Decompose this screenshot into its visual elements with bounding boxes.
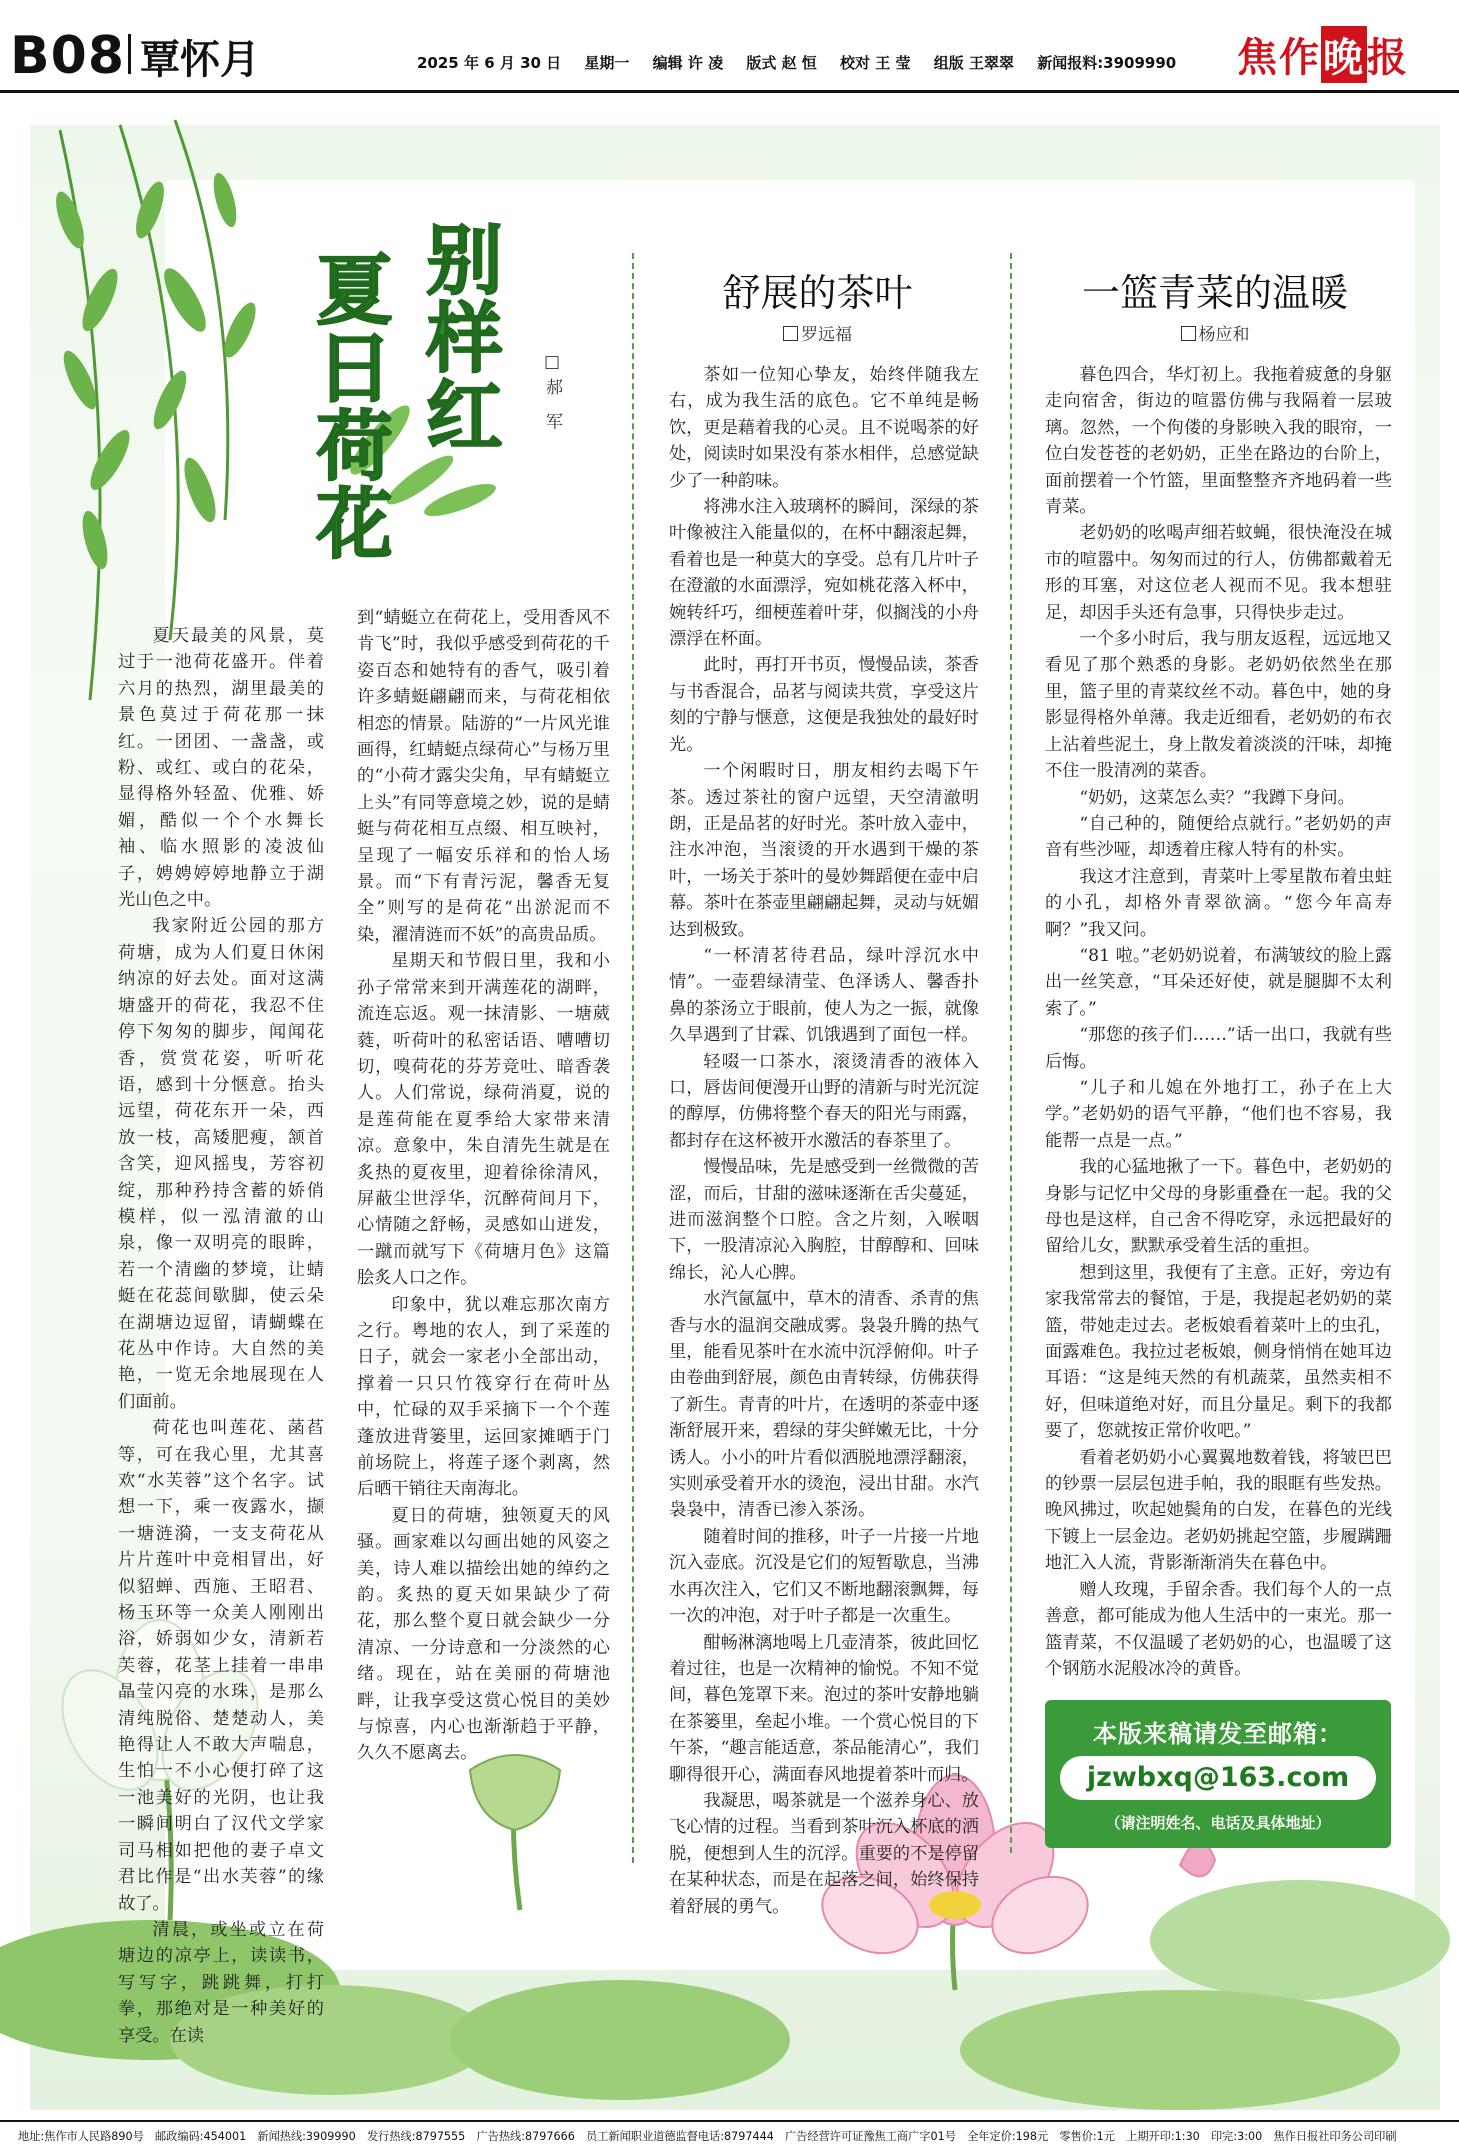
paragraph: “儿子和儿媳在外地打工，孙子在上大学。”老奶奶的语气平静，“他们也不容易，我能帮一点是一点。” <box>1045 1077 1392 1151</box>
paragraph: “那您的孩子们……”话一出口，我就有些后悔。 <box>1045 1025 1392 1072</box>
paragraph: “自己种的，随便给点就行。”老奶奶的声音有些沙哑，却透着庄稼人特有的朴实。 <box>1045 813 1392 861</box>
submission-email[interactable]: jzwbxq@163.com <box>1060 1756 1376 1800</box>
article3-title: 一篮青菜的温暖 <box>1081 271 1348 315</box>
paragraph: 我这才注意到，青菜叶上零星散布着虫蛀的小孔，却格外青翠欲滴。“您今年高寿啊？”我又问。 <box>1045 866 1392 940</box>
paragraph: 轻啜一口茶水，滚烫清香的液体入口，唇齿间便漫开山野的清新与时光沉淀的醇厚，仿佛将整个春天的阳光与雨露，都封存在这杯被开水激活的春茶里了。 <box>669 1051 979 1151</box>
paragraph: 慢慢品味，先是感受到一丝微微的苦涩，而后，甘甜的滋味逐渐在舌尖蔓延，进而滋润整个口腔。含之片刻，入喉咽下，一股清凉沁入胸腔，甘醇醇和、回味绵长，沁人心脾。 <box>669 1157 979 1283</box>
paragraph: 印象中，犹以难忘那次南方之行。粤地的农人，到了采莲的日子，就会一家老小全部出动，撑着一只只竹筏穿行在荷叶丛中，忙碌的双手采摘下一个个莲蓬放进背篓里，运回家摊晒于门前场院上，将莲子逐个剥离，然后晒干销往天南海北。 <box>357 1294 610 1500</box>
byline-box-icon <box>783 326 798 341</box>
newspaper-logo: 焦作晚报 <box>1237 26 1409 83</box>
article1-column2 <box>357 605 610 1767</box>
submission-title: 本版来稿请发至邮箱： <box>1093 1720 1343 1748</box>
paragraph: “81 啦。”老奶奶说着，布满皱纹的脸上露出一丝笑意，“耳朵还好使，就是腿脚不太利索了。” <box>1045 945 1392 1019</box>
paragraph: 清晨，或坐或立在荷塘边的凉亭上，读读书，写写字，跳跳舞，打打拳，那绝对是一种美好的享受。在读 <box>118 1919 324 2046</box>
paragraph: 一个闲暇时日，朋友相约去喝下午茶。透过茶社的窗户远望，天空清澈明朗，正是品茗的好时光。茶叶放入壶中，注水冲泡，当滚烫的开水遇到干燥的茶叶，一场关于茶叶的曼妙舞蹈便在壶中启幕。茶叶在茶壶里翩翩起舞，灵动与妩媚达到极致。 <box>669 761 979 940</box>
article3-body <box>1045 362 1392 1682</box>
paragraph: 此时，再打开书页，慢慢品读，茶香与书香混合，品茗与阅读共赏，享受这片刻的宁静与惬意，这便是我独处的最好时光。 <box>669 655 979 755</box>
article2-body <box>669 362 979 1920</box>
typesetter: 组版 王翠翠 <box>933 54 1014 72</box>
paragraph: 一个多小时后，我与朋友返程，远远地又看见了那个熟悉的身影。老奶奶依然坐在那里，篮子里的青菜纹丝不动。暮色中，她的身影显得格外单薄。我走近细看，老奶奶的布衣上沾着些泥土，身上散发着淡淡的汗味，却掩不住一股清冽的菜香。 <box>1045 629 1392 782</box>
article3-byline <box>1015 320 1415 345</box>
editor: 编辑 许 凌 <box>652 54 724 72</box>
paragraph: 我的心猛地揪了一下。暮色中，老奶奶的身影与记忆中父母的身影重叠在一起。我的父母也是这样，自己舍不得吃穿，永远把最好的留给儿女，默默承受着生活的重担。 <box>1045 1157 1392 1257</box>
paragraph: 星期天和节假日里，我和小孙子常常来到开满莲花的湖畔，流连忘返。观一抹清影、一塘葳蕤，听荷叶的私密话语、嘈嘈切切，嗅荷花的芬芳竞吐、暗香袭人。人们常说，绿荷消夏，说的是莲荷能在夏季给大家带来清凉。意象中，朱自清先生就是在炙热的夏夜里，迎着徐徐清风，屏蔽尘世浮华，沉醉荷间月下，心情随之舒畅，灵感如山迸发，一蹴而就写下《荷塘月色》这篇脍炙人口之作。 <box>357 951 610 1289</box>
section-name: 覃怀月 <box>140 37 260 83</box>
layout-editor: 版式 赵 恒 <box>746 54 817 72</box>
paragraph: 暮色四合，华灯初上。我拖着疲惫的身躯走向宿舍，街边的喧嚣仿佛与我隔着一层玻璃。忽然，一个佝偻的身影映入我的眼帘，一位白发苍苍的老奶奶，正坐在路边的台阶上，面前摆着一个竹篮，里面整整齐齐地码着一些青菜。 <box>1045 365 1392 518</box>
article1-author: □郝 军 <box>542 352 562 436</box>
footer-info: 地址:焦作市人民路890号 邮政编码:454001 新闻热线:3909990 发行热线:8797555 广告热线:8797666 员工新闻职业道德监督电话:8797444 广告经营许可证豫焦工商广字01号 全年定价:198元 零售价:1元 上期开印:1:30 印完:3:00 焦作日报社印务公司印刷 <box>18 2130 1397 2143</box>
paragraph: 随着时间的推移，叶子一片接一片地沉入壶底。沉没是它们的短暂歇息，当沸水再次注入，它们又不断地翻滚飘舞，每一次的冲泡，对于叶子都是一次重生。 <box>669 1526 979 1627</box>
paragraph: 想到这里，我便有了主意。正好，旁边有家我常常去的餐馆，于是，我提起老奶奶的菜篮，带她走过去。老板娘看着菜叶上的虫孔，面露难色。我拉过老板娘，侧身悄悄在她耳边耳语：“这是纯天然的有机蔬菜，虽然卖相不好，但味道绝对好，而且分量足。剩下的我都要了，您就按正常价收吧。” <box>1045 1262 1392 1442</box>
issue-date: 2025 年 6 月 30 日 <box>417 54 562 72</box>
paragraph: 将沸水注入玻璃杯的瞬间，深绿的茶叶像被注入能量似的，在杯中翻滚起舞，看着也是一种莫大的享受。总有几片叶子在澄澈的水面漂浮，宛如桃花落入杯中，婉转纤巧，细梗莲着叶芽，似搁浅的小舟漂浮在杯面。 <box>669 497 979 650</box>
column-divider <box>632 253 634 1863</box>
page-number: B08 <box>10 26 125 86</box>
column-divider <box>1010 253 1012 1853</box>
paragraph: 茶如一位知心挚友，始终伴随我左右，成为我生活的底色。它不单纯是畅饮，更是藉着我的心灵。且不说喝茶的好处，阅读时如果没有茶水相伴，总感觉缺少了一种韵味。 <box>669 365 979 491</box>
proofreader: 校对 王 莹 <box>840 54 911 72</box>
byline-box-icon <box>1181 326 1196 341</box>
footer-rule <box>0 2120 1459 2122</box>
paragraph: 老奶奶的吆喝声细若蚊蝇，很快淹没在城市的喧嚣中。匆匆而过的行人，仿佛都戴着无形的耳塞，对这位老人视而不见。我本想驻足，却因手头还有急事，只得快步走过。 <box>1045 523 1392 623</box>
article2-author: 罗远福 <box>801 325 852 345</box>
paragraph: 酣畅淋漓地喝上几壶清茶，彼此回忆着过往，也是一次精神的愉悦。不知不觉间，暮色笼罩下来。泡过的茶叶安静地躺在茶篓里，垒起小堆。一个赏心悦目的下午茶，“趣言能适意，茶品能清心”，我们聊得很开心，满面春风地提着茶叶而归。 <box>669 1632 979 1785</box>
paragraph: 看着老奶奶小心翼翼地数着钱，将皱巴巴的钞票一层层包进手帕，我的眼眶有些发热。晚风拂过，吹起她鬓角的白发，在暮色的光线下镀上一层金边。老奶奶挑起空篮，步履蹒跚地汇入人流，背影渐渐消失在暮色中。 <box>1045 1447 1392 1574</box>
paragraph: “一杯清茗待君品，绿叶浮沉水中情”。一壶碧绿清莹、色泽诱人、馨香扑鼻的茶汤立于眼前，使人为之一振，就像久旱遇到了甘霖、饥饿遇到了面包一样。 <box>669 945 979 1046</box>
paragraph: 我家附近公园的那方荷塘，成为人们夏日休闲纳凉的好去处。面对这满塘盛开的荷花，我忍不住停下匆匆的脚步，闻闻花香，赏赏花姿，听听花语，感到十分惬意。抬头远望，荷花东开一朵，西放一枝，高矮肥瘦，颔首含笑，迎风摇曳，芳容初绽，那种矜持含蓄的娇俏模样，似一泓清澈的山泉，像一双明亮的眼眸，若一个清幽的梦境，让蜻蜓在花蕊间歇脚，使云朵在湖塘边逗留，请蝴蝶在花丛中作诗。大自然的美艳，一览无余地展现在人们面前。 <box>118 916 324 1412</box>
article1-title-line1: 别样红 <box>414 220 503 454</box>
article2-title: 舒展的茶叶 <box>722 271 913 315</box>
paragraph: 赠人玫瑰，手留余香。我们每个人的一点善意，都可能成为他人生活中的一束光。那一篮青菜，不仅温暖了老奶奶的心，也温暖了这个钢筋水泥般冰冷的黄昏。 <box>1045 1579 1392 1679</box>
paragraph: 到“蜻蜓立在荷花上，受用香风不肯飞”时，我似乎感受到荷花的千姿百态和她特有的香气，吸引着许多蜻蜓翩翩而来，与荷花相依相恋的情景。陆游的“一片风光谁画得，红蜻蜓点绿荷心”与杨万里的“小荷才露尖尖角，早有蜻蜓立上头”有同等意境之妙，说的是蜻蜓与荷花相互点缀、相互映衬，呈现了一幅安乐祥和的怡人场景。而“下有青污泥，馨香无复全”则写的是荷花“出淤泥而不染，濯清涟而不妖”的高贵品质。 <box>357 608 610 945</box>
article1-column1 <box>118 623 324 2049</box>
article1-title <box>300 220 520 600</box>
paragraph: 夏天最美的风景，莫过于一池荷花盛开。伴着六月的热烈，湖里最美的景色莫过于荷花那一抹红。一团团、一盏盏，或粉、或红、或白的花朵，显得格外轻盈、优雅、娇媚，酷似一个个水舞长袖、临水照影的凌波仙子，娉娉婷婷地静立于湖光山色之中。 <box>118 626 324 911</box>
paragraph: 夏日的荷塘，独领夏天的风骚。画家难以勾画出她的风姿之美，诗人难以描绘出她的绰约之韵。炙热的夏天如果缺少了荷花，那么整个夏日就会缺少一分清凉、一分诗意和一分淡然的心绪。现在，站在美丽的荷塘池畔，让我享受这赏心悦目的美妙与惊喜，内心也渐渐趋于平静，久久不愿离去。 <box>357 1505 610 1764</box>
weekday: 星期一 <box>584 54 630 72</box>
paragraph: 水汽氤氲中，草木的清香、杀青的焦香与水的温润交融成雾。袅袅升腾的热气里，能看见茶叶在水流中沉浮俯仰。叶子由卷曲到舒展，颜色由青转绿，仿佛获得了新生。青青的叶片，在透明的茶壶中逐渐舒展开来，碧绿的芽尖鲜嫩无比，十分诱人。小小的叶片看似洒脱地漂浮翻滚，实则承受着开水的烫泡，浸出甘甜。水汽袅袅中，清香已渗入茶汤。 <box>669 1289 979 1521</box>
article3-author: 杨应和 <box>1198 325 1250 345</box>
submission-box <box>1045 1700 1391 1848</box>
news-hotline: 新闻报料:3909990 <box>1037 54 1177 72</box>
article1-title-line2: 夏日荷花 <box>304 250 393 562</box>
paragraph: 我凝思，喝茶就是一个滋养身心、放飞心情的过程。当看到茶叶沉入杯底的洒脱，便想到人生的沉浮。重要的不是停留在某种状态，而是在起落之间，始终保持着舒展的勇气。 <box>669 1790 979 1917</box>
paragraph: 荷花也叫莲花、菡萏等，可在我心里，尤其喜欢“水芙蓉”这个名字。试想一下，乘一夜露水，撷一塘涟漪，一支支荷花从片片莲叶中竞相冒出，好似貂蝉、西施、王昭君、杨玉环等一众美人刚刚出浴，娇弱如少女，清新若芙蓉，花茎上挂着一串串晶莹闪亮的水珠，是那么清纯脱俗、楚楚动人，美艳得让人不敢大声喘息，生怕一不小心便打碎了这一池美好的光阴，也让我一瞬间明白了汉代文学家司马相如把他的妻子卓文君比作是“出水芙蓉”的缘故了。 <box>118 1418 324 1914</box>
paragraph: “奶奶，这菜怎么卖？”我蹲下身问。 <box>1079 787 1355 808</box>
article2-byline <box>640 320 995 345</box>
submission-note: （请注明姓名、电话及具体地址） <box>1105 1814 1331 1832</box>
